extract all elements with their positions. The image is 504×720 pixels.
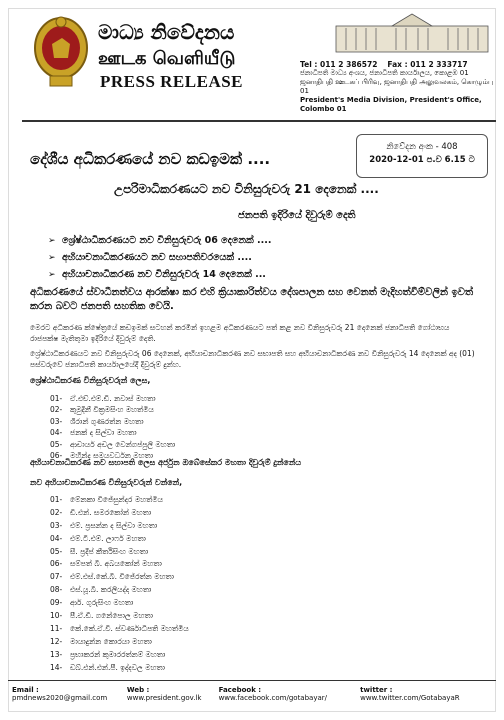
- appeal-court-judges-list: [50, 495, 350, 675]
- reference-date: 2020-12-01 ප.ව 6.15 ට: [369, 155, 475, 165]
- contact-block: [300, 60, 496, 114]
- list-item: 04- ජනක් ද සිල්වා මහතා: [50, 428, 137, 438]
- tertiary-heading: ජනපති ඉදිරියේ දිවුරුම් දෙති: [238, 210, 356, 221]
- list-item: ➢ අභියාචනාධිකරණ නව විනිසුරුවරු 14 දෙනෙක් ...: [48, 269, 266, 280]
- list-item: 07- එම්.එස්.කේ.බී. විජේරත්න මහතා: [50, 572, 174, 582]
- footer-twitter[interactable]: twitter : www.twitter.com/GotabayaR: [360, 686, 460, 702]
- arrow-bullet-icon: ➢: [48, 252, 56, 263]
- list-item: 11- කේ.කේ.ඒ.වී. ස්වර්ණාධිපති මහත්මිය: [50, 623, 189, 633]
- title-sinhala: මාධ්‍ය නිවේදනය: [98, 20, 235, 44]
- highlights-list: [48, 232, 468, 283]
- list-item: 10- පී.ඒ.ඩී. ගනේපොල මහතා: [50, 611, 153, 621]
- list-item: 13- ප්‍රභාකරන් කුමාරරත්නම් මහතා: [50, 649, 166, 659]
- appeal-court-heading: නව අභියාචනාධිකරණ විනිසුරුවරුන් වන්නේ,: [30, 478, 183, 487]
- lead-paragraph: අධිකරණයේ ස්වාධීනත්වය ආරක්ෂා කර එහි ක්‍රියාකාරිත්වය දේශපාලන සහ වෙනත් මැදිහත්වීම්වලින් ඉවත් කරන බවට ජනපති සහතික වෙයි.: [30, 287, 474, 312]
- list-item: 02- ඩී.එන්. සමරකෝන් මහතා: [50, 507, 152, 517]
- list-item: 12- මායාදුන්න කොරයා මහතා: [50, 636, 152, 646]
- fax-number: Fax : 011 2 333717: [387, 60, 468, 69]
- footer-web[interactable]: Web : www.president.gov.lk: [126, 686, 202, 702]
- sub-heading: උපරිමාධිකරණයට නව විනිසුරුවරු 21 දෙනෙක් ....: [114, 182, 379, 196]
- address-sinhala: ජනාධිපති මාධ්‍ය අංශය, ජනාධිපති කාර්යාලය, කොළඹ 01: [300, 69, 469, 77]
- title-english: PRESS RELEASE: [100, 72, 244, 91]
- presidents-office-building-icon: [332, 10, 492, 54]
- body-paragraph-2: ශ්‍රේෂ්ඨාධිකරණයට නව විනිසුරුවරු 06 දෙනෙක්, අභියාචනාධිකරණ නව සභාපති සහ අභියාචනාධිකරණ නව විනිසුරුවරු 14 දෙනෙක් අද (01) පස්වරුවේ ජනාධිපති කාර්යාලයේදී දිවුරුම් දුන්හ.: [30, 349, 475, 369]
- list-item: 05- සී. ප්‍රදීප් කීර්තිසිංහ මහතා: [50, 546, 149, 556]
- footer-divider: [8, 680, 496, 681]
- list-item: 03- ශිරාන් ගුණරත්න මහතා: [50, 416, 144, 426]
- supreme-court-judges-list: [50, 394, 350, 462]
- address-english: President's Media Division, President's Office, Colombo 01: [300, 96, 482, 113]
- list-item: 14- ඩබ්.එන්.එන්.පී. ඉද්දවල මහතා: [50, 662, 165, 672]
- reference-number: නිවේදන අංක - 408: [386, 142, 458, 152]
- list-item: 04- එම්.ටී.එම්. ලාෆර් මහතා: [50, 533, 146, 543]
- supreme-court-heading: ශ්‍රේෂ්ඨාධිකරණ විනිසුරුවරුන් ලෙස,: [30, 376, 151, 385]
- footer-email[interactable]: Email : pmdnews2020@gmail.com: [12, 686, 108, 702]
- body-paragraph-1: මෙරට අධිකරණ ක්ෂේත්‍රයේ කඩඉමක් සටහන් කරමින් ඉහළම අධිකරණයට පත් කළ නව විනිසුරුවරු 21 දෙනෙක් ජනාධිපති ගෝඨාභය රාජපක්ෂ මැතිතුමා ඉදිරියේ දිවුරුම් දෙති.: [30, 323, 450, 343]
- address-tamil: ஜனாதிபதி ஊடகப் பிரிவு, ஜனாதிபதி அலுவலகம், கொழும்பு 01: [300, 78, 494, 95]
- list-item: 09- ආර්. ගුරුසිංහ මහතා: [50, 598, 134, 608]
- tel-number: Tel : 011 2 386572: [300, 60, 378, 69]
- list-item: 03- එම්. ප්‍රසන්න ද සිල්වා මහතා: [50, 520, 158, 530]
- arrow-bullet-icon: ➢: [48, 235, 56, 246]
- list-item: 01- මේනකා විජේසුන්දර මහත්මිය: [50, 495, 164, 504]
- footer: [12, 686, 484, 702]
- list-item: 06- සම්පත් බී. අබයකෝන් මහතා: [50, 559, 162, 569]
- arrow-bullet-icon: ➢: [48, 269, 56, 280]
- reference-box: [356, 134, 488, 178]
- appeal-court-president-line: අභියාචනාධිකරණ නව සභාපති ලෙස අර්ජුන ඔබේසේකර මහතා දිවුරුම් දුන්නේය: [30, 458, 302, 467]
- sri-lanka-emblem-icon: [32, 14, 90, 90]
- main-heading: දේශීය අධිකරණයේ නව කඩඉමක් ....: [30, 150, 271, 168]
- list-item: ➢ ශ්‍රේෂ්ඨාධිකරණයට නව විනිසුරුවරු 06 දෙනෙක් ....: [48, 235, 272, 246]
- list-item: 05- ආචාර්ය අචල වෙන්ගප්පුලි මහතා: [50, 439, 176, 449]
- title-tamil: ஊடக வெளியீடு: [98, 48, 236, 69]
- list-item: 02- කුමුදිනී වික්‍රමසිංහ මහත්මිය: [50, 405, 154, 415]
- footer-facebook[interactable]: Facebook : www.facebook.com/gotabayar/: [218, 686, 328, 702]
- list-item: 01- ඒ.එච්.එම්.ඩී. නවාස් මහතා: [50, 394, 156, 403]
- list-item: ➢ අභියාචනාධිකරණයට නව සභාපතිවරයෙක් ....: [48, 252, 252, 263]
- header-divider: [22, 120, 496, 122]
- list-item: 08- එස්.යූ.බී. කරලියද්ද මහතා: [50, 585, 152, 595]
- list-item: 06- මහින්ද සමයවර්ධන මහතා: [50, 450, 154, 460]
